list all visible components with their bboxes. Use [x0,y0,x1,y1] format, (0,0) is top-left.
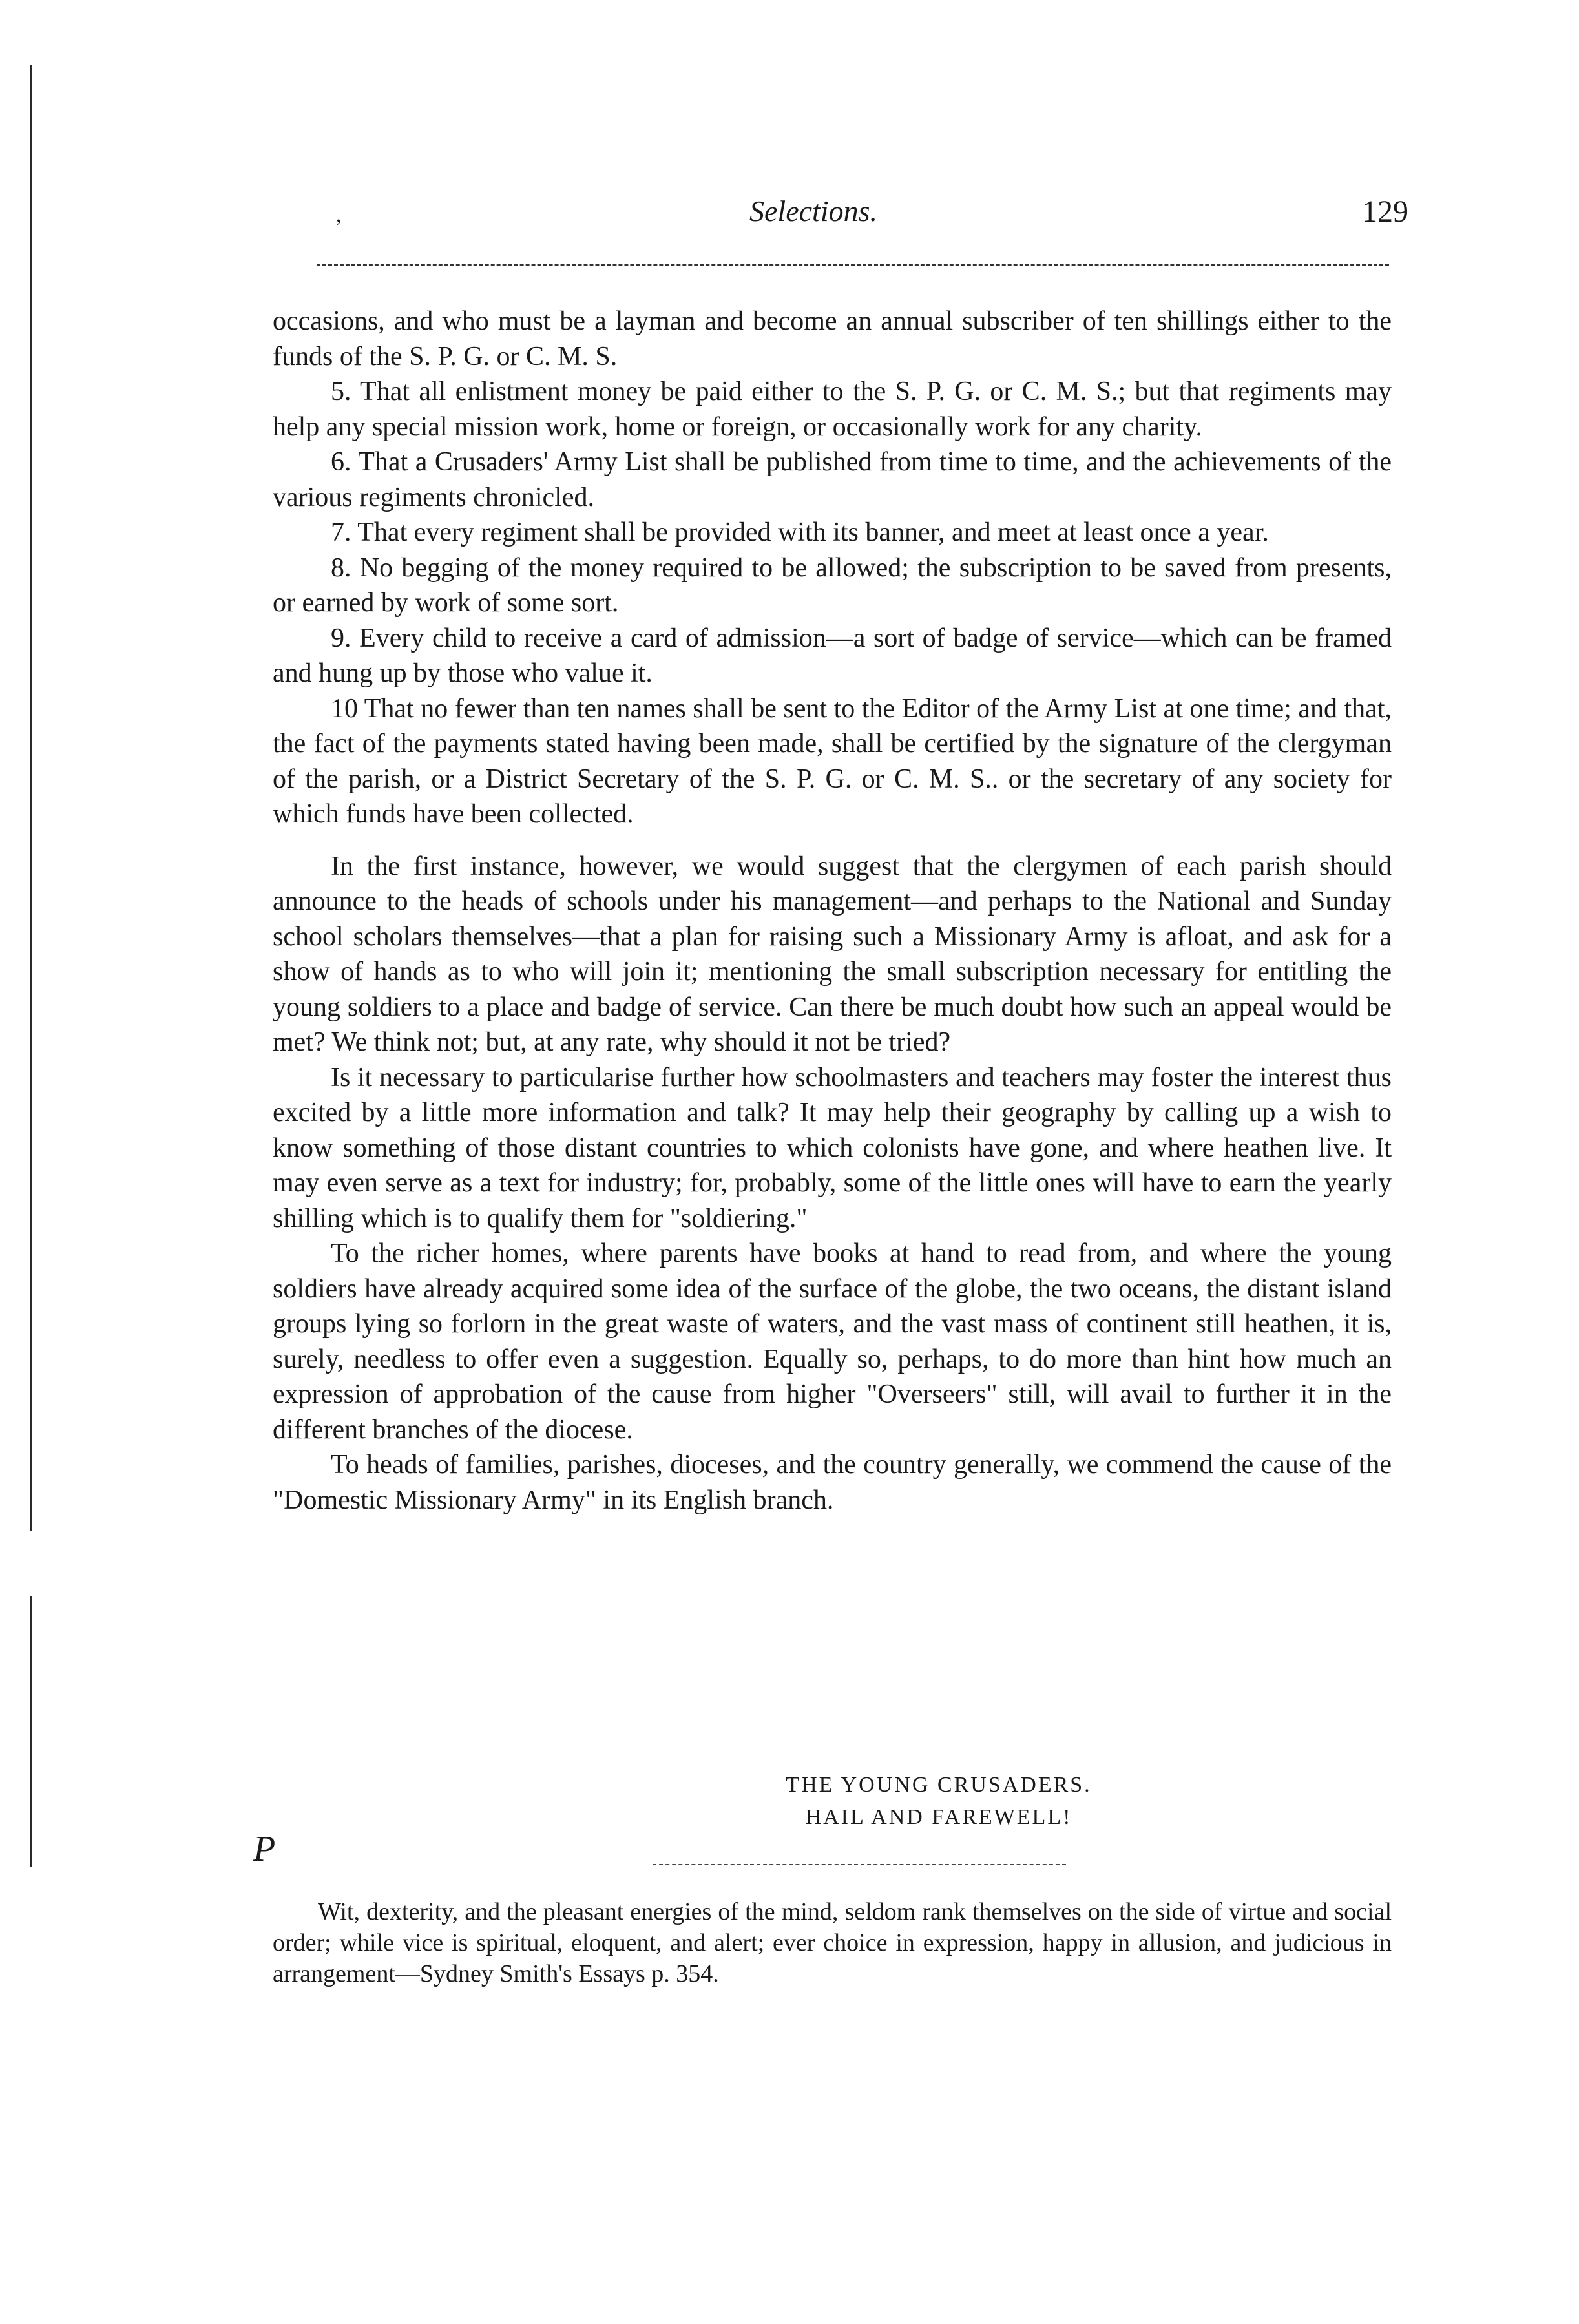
paragraph-first-instance: In the first instance, however, we would suggest that the clergymen of each parish should announce to the heads of schools under his management—and perhaps to the National and Sunday school scholars themselves—that a plan for raising such a Missionary Army is afloat, and ask for a show of hands as to who will join it; mentioning the small subscription necessary for entitling the young soldiers to a place and badge of service. Can there be much doubt how such an appeal would be met? We think not; but, at any rate, why should it not be tried? [273,851,1392,1057]
page-number: 129 [1362,194,1408,229]
body-text [273,304,1392,1518]
header-mark: , [336,203,342,227]
quotation [273,1896,1392,1989]
signature-line-1: THE YOUNG CRUSADERS. [786,1773,1092,1797]
rule-10: 10 That no fewer than ten names shall be sent to the Editor of the Army List at one time; and that, the fact of the payments stated having been made, shall be certified by the signature of the clergyman of the parish, or a District Secretary of the S. P. G. or C. M. S.. or the secretary of any society for which funds have been collected. [273,693,1392,829]
running-header [271,194,1408,246]
header-rule [317,264,1389,266]
rule-5: 5. That all enlistment money be paid either to the S. P. G. or C. M. S.; but that regiments may help any special mission work, home or foreign, or occasionally work for any charity. [273,377,1392,442]
rule-9: 9. Every child to receive a card of admission—a sort of badge of service—which can be framed and hung up by those who value it. [273,623,1392,688]
signature-line-2: HAIL AND FAREWELL! [805,1805,1072,1829]
rule-8: 8. No begging of the money required to be allowed; the subscription to be saved from presents, or earned by work of some sort. [273,552,1392,618]
section-rule [653,1864,1066,1865]
scan-margin-line-lower [30,1596,32,1867]
rule-7: 7. That every regiment shall be provided with its banner, and meet at least once a year. [331,518,1269,547]
quotation-text: Wit, dexterity, and the pleasant energies of the mind, seldom rank themselves on the side of virtue and social order; while vice is spiritual, eloquent, and alert; ever choice in expression, happy in allusion, and judicious in arrangement—Sydney Smith's Essays p. 354. [273,1898,1392,1987]
header-title: Selections. [749,194,877,227]
rule-6: 6. That a Crusaders' Army List shall be published from time to time, and the achievements of the various regiments chronicled. [273,447,1392,512]
pen-mark: P [253,1829,276,1869]
paragraph-schoolmasters: Is it necessary to particularise further how schoolmasters and teachers may foster the interest thus excited by a little more information and talk? It may help their geography by calling up a wish to know something of those distant countries to which colonists have gone, and where heathen live. It may even serve as a text for industry; for, probably, some of the little ones will have to earn the yearly shilling which is to qualify them for "soldiering." [273,1062,1392,1233]
paragraph-richer-homes: To the richer homes, where parents have books at hand to read from, and where the young soldiers have already acquired some idea of the surface of the globe, the two oceans, the distant island groups lying so forlorn in the great waste of waters, and the vast mass of continent still heathen, it is, surely, needless to offer even a suggestion. Equally so, perhaps, to do more than hint how much an expression of approbation of the cause from higher "Overseers" still, will avail to further it in the different branches of the diocese. [273,1239,1392,1445]
scan-margin-line [30,65,32,1531]
signature-block [273,1769,1392,1834]
paragraph-heads-of-families: To heads of families, parishes, dioceses, and the country generally, we commend the cause of the "Domestic Missionary Army" in its English branch. [273,1450,1392,1515]
opening-paragraph: occasions, and who must be a layman and become an annual subscriber of ten shillings either to the funds of the S. P. G. or C. M. S. [273,306,1392,372]
